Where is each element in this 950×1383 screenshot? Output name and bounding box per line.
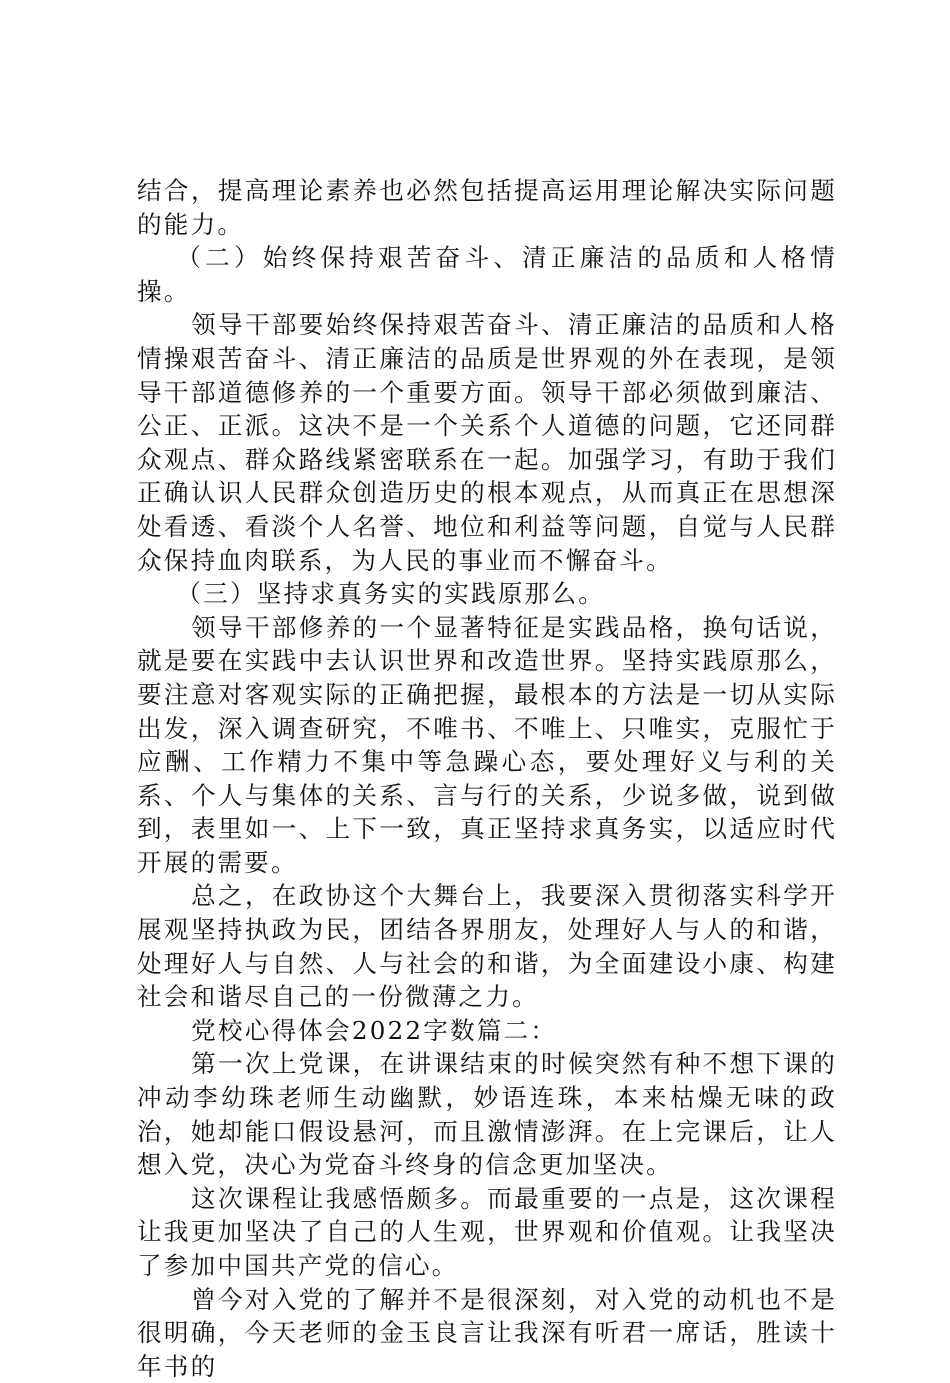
section-heading-two: （二）始终保持艰苦奋斗、清正廉洁的品质和人格情操。 xyxy=(137,243,837,306)
article-two-title: 党校心得体会2022字数篇二： xyxy=(191,1015,558,1045)
paragraph-integrity: 领导干部要始终保持艰苦奋斗、清正廉洁的品质和人格情操艰苦奋斗、清正廉洁的品质是世界观的外在表现，是领导干部道德修养的一个重要方面。领导干部必须做到廉洁、公正、正派。这决不是一个关系个人道德的问题，它还同群众观点、群众路线紧密联系在一起。加强学习，有助于我们正确认识人民群众创造历史的根本观点，从而真正在思想深处看透、看淡个人名誉、地位和利益等问题，自觉与人民群众保持血肉联系，为人民的事业而不懈奋斗。 xyxy=(137,310,837,575)
paragraph-first-class: 第一次上党课，在讲课结束的时候突然有种不想下课的冲动李幼珠老师生动幽默，妙语连珠，本来枯燥无味的政治，她却能口假设悬河，而且激情澎湃。在上完课后，让人想入党，决心为党奋斗终身的信念更加坚决。 xyxy=(137,1049,837,1180)
paragraph-practice: 领导干部修养的一个显著特征是实践品格，换句话说，就是要在实践中去认识世界和改造世界。坚持实践原那么，要注意对客观实际的正确把握，最根本的方法是一切从实际出发，深入调查研究，不唯书、不唯上、只唯实，克服忙于应酬、工作精力不集中等急躁心态，要处理好义与利的关系、个人与集体的关系、言与行的关系，少说多做，说到做到，表里如一、上下一致，真正坚持求真务实，以适应时代开展的需要。 xyxy=(137,612,837,877)
paragraph-insights: 这次课程让我感悟颇多。而最重要的一点是，这次课程让我更加坚决了自己的人生观，世界观和价值观。让我坚决了参加中国共产党的信心。 xyxy=(137,1183,837,1280)
document-body xyxy=(137,174,837,1383)
paragraph-understanding: 曾今对入党的了解并不是很深刻，对入党的动机也不是很明确，今天老师的金玉良言让我深有听君一席话，胜读十年书的 xyxy=(137,1284,837,1381)
section-heading-three: （三）坚持求真务实的实践原那么。 xyxy=(176,579,606,609)
paragraph-continuation: 结合，提高理论素养也必然包括提高运用理论解决实际问题的能力。 xyxy=(137,176,837,239)
paragraph-conclusion: 总之，在政协这个大舞台上，我要深入贯彻落实科学开展观坚持执政为民，团结各界朋友，处理好人与人的和谐，处理好人与自然、人与社会的和谐，为全面建设小康、构建社会和谐尽自己的一份微薄之力。 xyxy=(137,881,837,1012)
